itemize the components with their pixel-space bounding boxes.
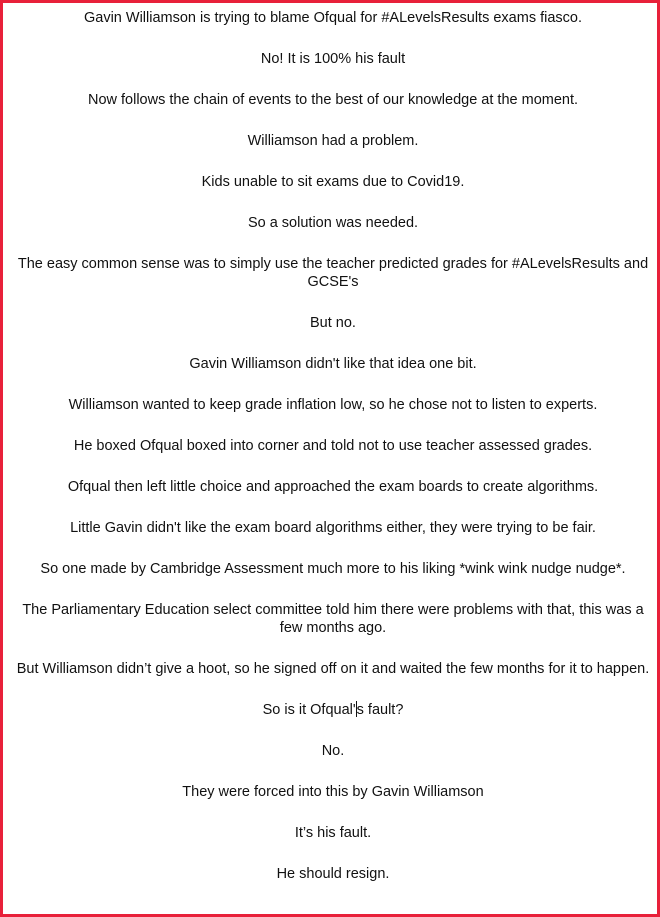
paragraph-10: Williamson wanted to keep grade inflation low, so he chose not to listen to experts. xyxy=(68,397,598,413)
paragraph-12: Ofqual then left little choice and approached the exam boards to create algorithms. xyxy=(67,479,599,495)
paragraph-14: So one made by Cambridge Assessment much more to his liking *wink wink nudge nudge*. xyxy=(40,561,626,577)
paragraph-17 xyxy=(6,701,660,719)
paragraph-8: But no. xyxy=(310,315,356,331)
paragraph-20: It’s his fault. xyxy=(294,825,372,841)
paragraph-17-before-caret: So is it Ofqual' xyxy=(262,702,356,718)
paragraph-17-after-caret: s fault? xyxy=(356,702,404,718)
paragraph-11: He boxed Ofqual boxed into corner and told not to use teacher assessed grades. xyxy=(73,438,593,454)
paragraph-4: Williamson had a problem. xyxy=(247,133,419,149)
paragraph-6: So a solution was needed. xyxy=(247,215,419,231)
paragraph-9: Gavin Williamson didn't like that idea one bit. xyxy=(189,356,477,372)
paragraph-3: Now follows the chain of events to the best of our knowledge at the moment. xyxy=(87,92,579,108)
paragraph-13: Little Gavin didn't like the exam board algorithms either, they were trying to be fair. xyxy=(70,520,596,536)
paragraph-5: Kids unable to sit exams due to Covid19. xyxy=(201,174,465,190)
paragraph-1: Gavin Williamson is trying to blame Ofqual for #ALevelsResults exams fiasco. xyxy=(83,10,583,26)
paragraph-19: They were forced into this by Gavin Williamson xyxy=(182,784,484,800)
paragraph-2: No! It is 100% his fault xyxy=(260,51,406,67)
paragraph-21: He should resign. xyxy=(276,866,390,882)
paragraph-16: But Williamson didn’t give a hoot, so he signed off on it and waited the few months for it to happen. xyxy=(16,661,650,677)
paragraph-18: No. xyxy=(321,743,345,759)
paragraph-7: The easy common sense was to simply use the teacher predicted grades for #ALevelsResults and GCSE's xyxy=(17,256,649,290)
document-body[interactable] xyxy=(6,9,660,906)
paragraph-15: The Parliamentary Education select committee told him there were problems with that, this was a few months ago. xyxy=(22,602,644,636)
